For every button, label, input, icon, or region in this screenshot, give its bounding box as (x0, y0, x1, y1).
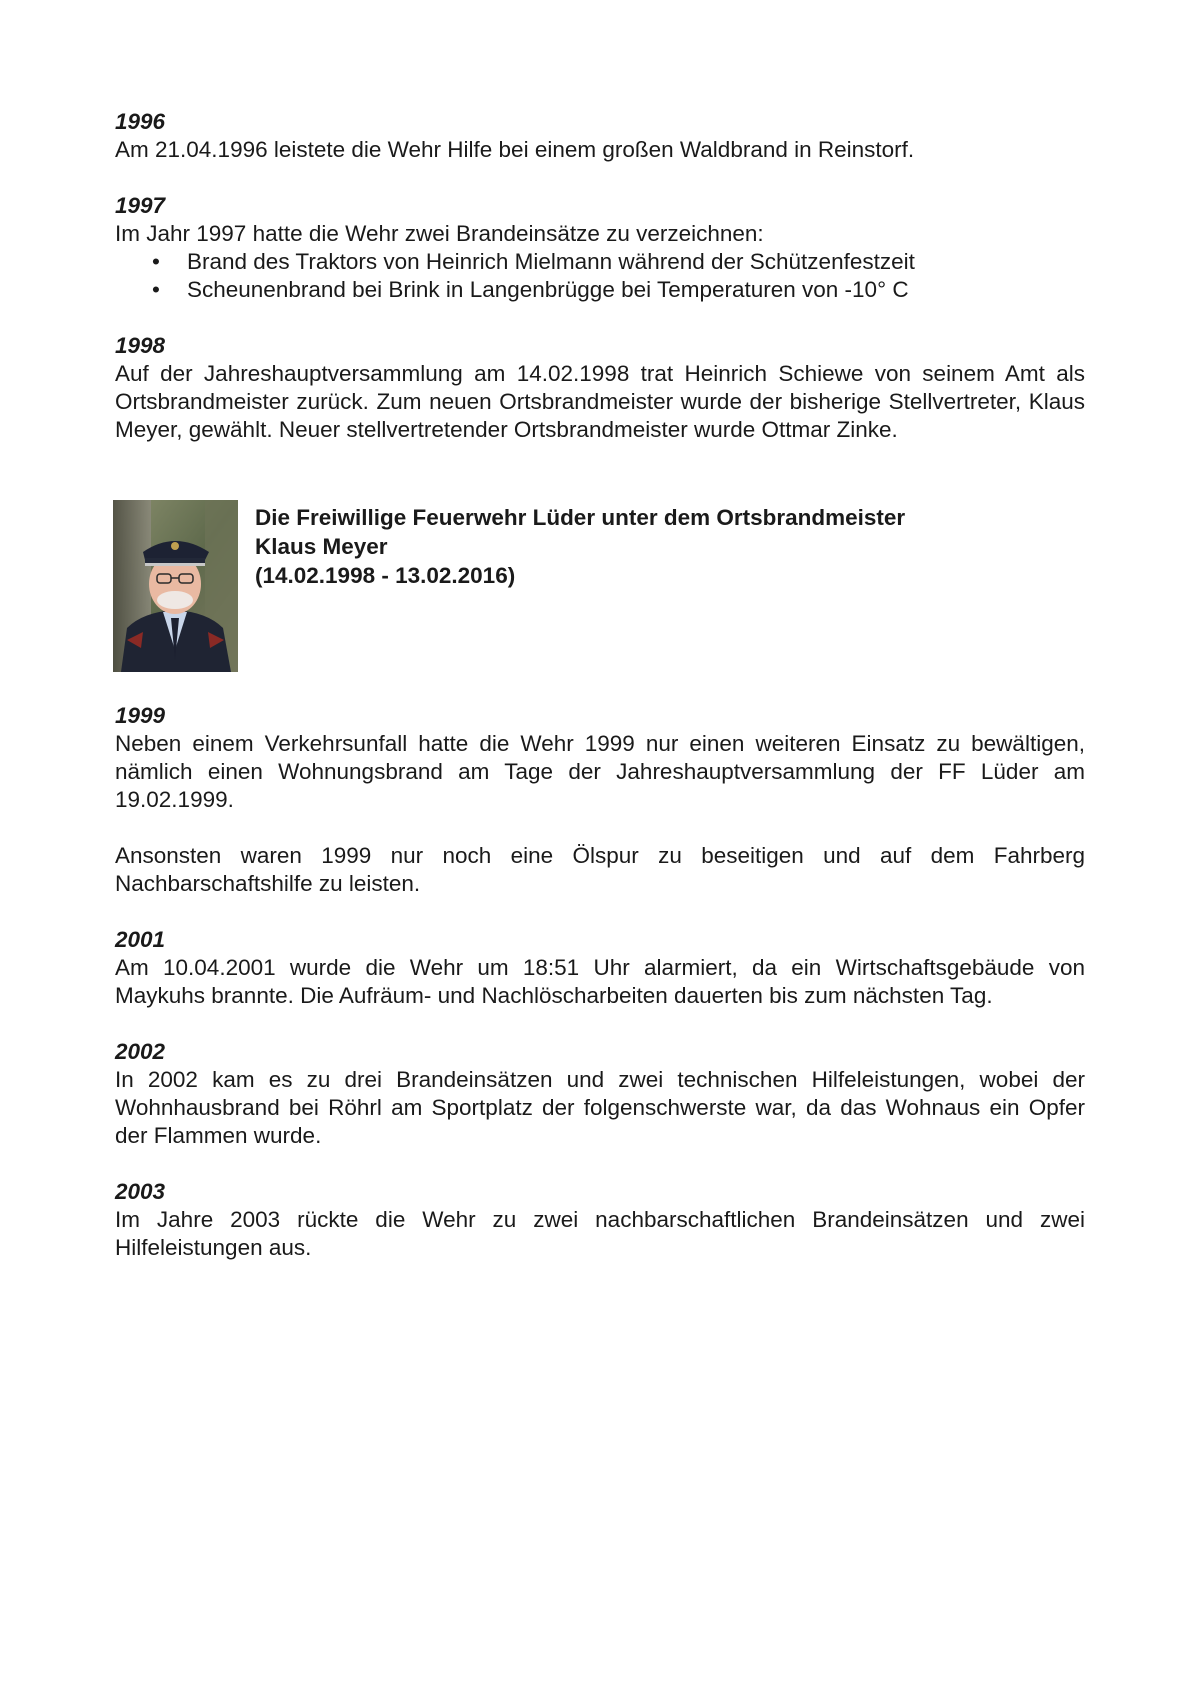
year-heading: 2003 (115, 1179, 166, 1204)
list-item-text: Scheunenbrand bei Brink in Langenbrügge bei Temperaturen von -10° C (187, 277, 909, 302)
entry-2002 (115, 1038, 1085, 1150)
chief-name: Klaus Meyer (255, 534, 388, 559)
year-heading: 1997 (115, 193, 166, 218)
entry-text: Am 21.04.1996 leistete die Wehr Hilfe bei einem großen Waldbrand in Reinstorf. (115, 137, 915, 162)
paragraph-gap (115, 814, 1085, 842)
entry-text: Im Jahr 1997 hatte die Wehr zwei Brandeinsätze zu verzeichnen: (115, 221, 764, 246)
chief-heading-line: Die Freiwillige Feuerwehr Lüder unter dem Ortsbrandmeister (255, 505, 906, 530)
entry-text: In 2002 kam es zu drei Brandeinsätzen und zwei technischen Hilfeleistungen, wobei der Wohnhausbrand bei Röhrl am Sportplatz der folgenschwerste war, da das Wohnaus ein Opfer der Flammen wurde. (115, 1067, 1085, 1148)
entry-text: Im Jahre 2003 rückte die Wehr zu zwei nachbarschaftlichen Brandeinsätzen und zwei Hilfeleistungen aus. (115, 1207, 1085, 1260)
portrait-photo (113, 500, 238, 672)
entry-text: Ansonsten waren 1999 nur noch eine Ölspur zu beseitigen und auf dem Fahrberg Nachbarschaftshilfe zu leisten. (115, 843, 1085, 896)
chief-term-dates: (14.02.1998 - 13.02.2016) (255, 563, 516, 588)
entry-1998 (115, 332, 1085, 444)
list-item (115, 276, 1085, 304)
list-item-text: Brand des Traktors von Heinrich Mielmann während der Schützenfestzeit (187, 249, 915, 274)
chief-section (115, 500, 1085, 672)
list-item (115, 248, 1085, 276)
entry-2001 (115, 926, 1085, 1010)
entry-1999 (115, 702, 1085, 898)
bullet-icon: • (152, 249, 160, 274)
chief-heading (255, 503, 905, 590)
entry-1996 (115, 108, 1085, 164)
entry-1997 (115, 192, 1085, 304)
year-heading: 1999 (115, 703, 166, 728)
bullet-icon: • (152, 277, 160, 302)
entry-text: Auf der Jahreshauptversammlung am 14.02.1998 trat Heinrich Schiewe von seinem Amt als Ortsbrandmeister zurück. Zum neuen Ortsbrandmeister wurde der bisherige Stellvertreter, Klaus Meyer, gewählt. Neuer stellvertretender Ortsbrandmeister wurde Ottmar Zinke. (115, 361, 1085, 442)
bullet-list (115, 248, 1085, 304)
entry-2003 (115, 1178, 1085, 1262)
entry-text: Am 10.04.2001 wurde die Wehr um 18:51 Uhr alarmiert, da ein Wirtschaftsgebäude von Maykuhs brannte. Die Aufräum- und Nachlöscharbeiten dauerten bis zum nächsten Tag. (115, 955, 1085, 1008)
entry-text: Neben einem Verkehrsunfall hatte die Wehr 1999 nur einen weiteren Einsatz zu bewältigen, nämlich einen Wohnungsbrand am Tage der Jahreshauptversammlung der FF Lüder am 19.02.1999. (115, 731, 1085, 812)
year-heading: 1998 (115, 333, 166, 358)
year-heading: 2001 (115, 927, 166, 952)
document-page (115, 108, 1085, 1290)
year-heading: 2002 (115, 1039, 166, 1064)
year-heading: 1996 (115, 109, 166, 134)
